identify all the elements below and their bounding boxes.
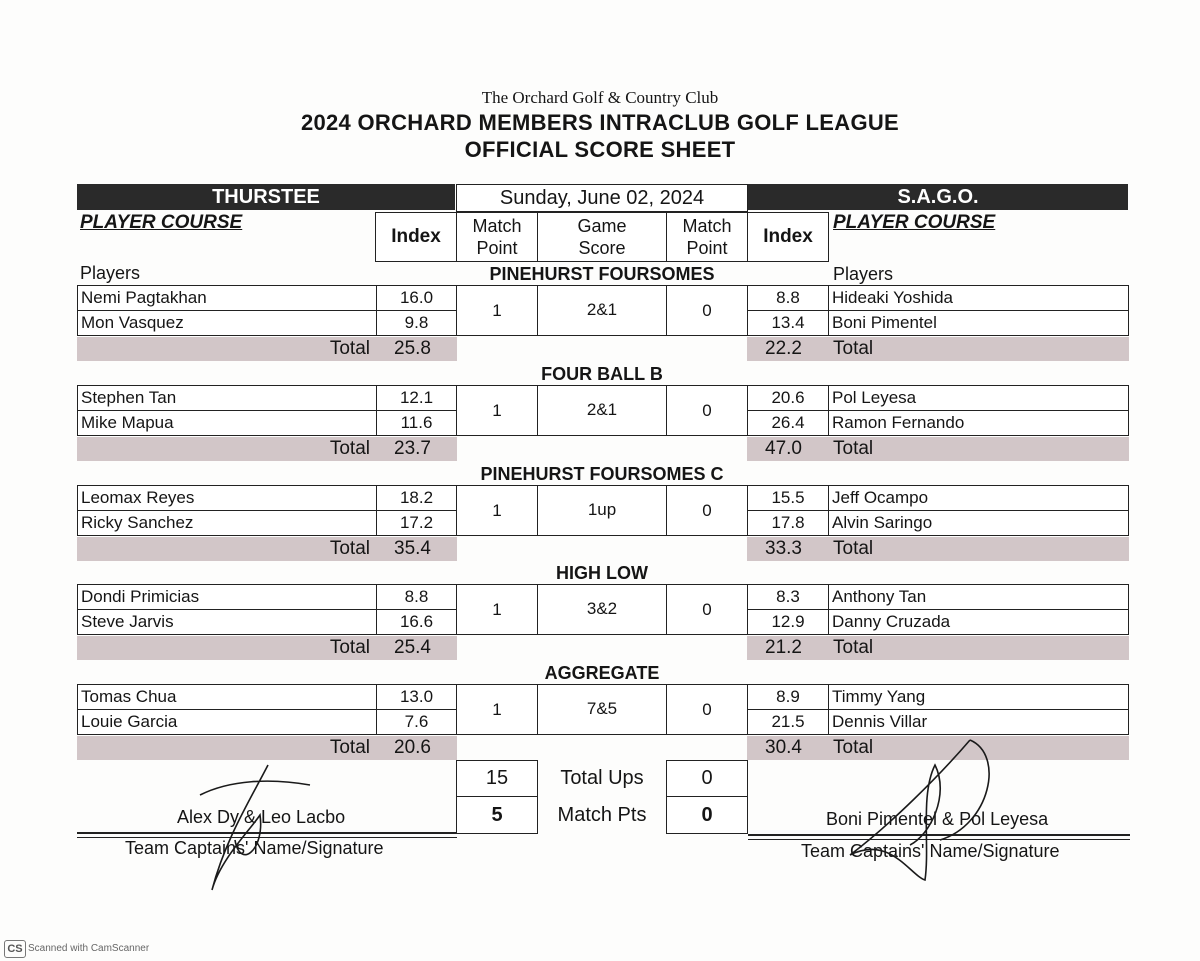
left-total-label: Total (77, 337, 376, 361)
right-player-1: Hideaki Yoshida (828, 285, 1129, 311)
right-player-1: Jeff Ocampo (828, 485, 1129, 511)
left-total-value: 23.7 (376, 437, 457, 461)
match-point-label-2: Point (686, 238, 728, 258)
right-player-2: Alvin Saringo (828, 510, 1129, 536)
right-index-1: 15.5 (747, 485, 829, 511)
left-index-2: 11.6 (376, 410, 457, 436)
right-player-2: Dennis Villar (828, 709, 1129, 735)
right-index-1: 20.6 (747, 385, 829, 411)
right-captain-names: Boni Pimentel & Pol Leyesa (826, 809, 1049, 829)
match-title: PINEHURST FOURSOMES (489, 264, 715, 284)
left-team-name: THURSTEE (77, 184, 455, 210)
right-player-1: Timmy Yang (828, 684, 1129, 710)
right-match-point: 0 (666, 684, 748, 735)
right-index-header: Index (747, 212, 829, 262)
left-match-point-header (456, 212, 538, 262)
left-player-1: Tomas Chua (77, 684, 377, 710)
left-player-2: Mon Vasquez (77, 310, 377, 336)
left-player-1: Nemi Pagtakhan (77, 285, 377, 311)
left-signature (190, 760, 340, 900)
left-total-value: 25.8 (376, 337, 457, 361)
game-score: 3&2 (537, 584, 667, 635)
right-index-2: 26.4 (747, 410, 829, 436)
left-total-ups: 15 (456, 760, 538, 797)
right-index-2: 21.5 (747, 709, 829, 735)
camscanner-logo-icon: CS (4, 940, 26, 958)
left-index-2: 7.6 (376, 709, 457, 735)
left-player-1: Leomax Reyes (77, 485, 377, 511)
right-match-point: 0 (666, 285, 748, 336)
club-name: The Orchard Golf & Country Club (481, 88, 719, 107)
game-score-label-1: Game (577, 216, 627, 236)
left-match-point: 1 (456, 485, 538, 536)
left-index-1: 16.0 (376, 285, 457, 311)
left-player-1: Dondi Primicias (77, 584, 377, 610)
right-index-1: 8.8 (747, 285, 829, 311)
right-player-1: Pol Leyesa (828, 385, 1129, 411)
left-player-2: Louie Garcia (77, 709, 377, 735)
left-index-2: 16.6 (376, 609, 457, 635)
game-score: 7&5 (537, 684, 667, 735)
match-pts-label: Match Pts (557, 803, 647, 826)
right-team-name: S.A.G.O. (748, 184, 1128, 210)
right-total-ups: 0 (666, 760, 748, 797)
right-index-2: 12.9 (747, 609, 829, 635)
right-total-label: Total (829, 437, 1129, 461)
left-captain-names: Alex Dy & Leo Lacbo (177, 807, 346, 827)
left-total-label: Total (77, 537, 376, 561)
right-total-label: Total (829, 736, 1129, 760)
left-index-1: 13.0 (376, 684, 457, 710)
match-title: PINEHURST FOURSOMES C (480, 464, 724, 484)
right-captain-caption: Team Captains' Name/Signature (801, 841, 1060, 861)
right-total-value: 21.2 (747, 636, 829, 660)
right-player-1: Anthony Tan (828, 584, 1129, 610)
match-date: Sunday, June 02, 2024 (456, 184, 748, 212)
left-match-point: 1 (456, 684, 538, 735)
right-total-value: 30.4 (747, 736, 829, 760)
game-score: 2&1 (537, 385, 667, 436)
right-total-value: 22.2 (747, 337, 829, 361)
left-player-2: Ricky Sanchez (77, 510, 377, 536)
right-total-value: 47.0 (747, 437, 829, 461)
right-index-1: 8.9 (747, 684, 829, 710)
left-match-point: 1 (456, 584, 538, 635)
left-index-1: 12.1 (376, 385, 457, 411)
left-match-point: 1 (456, 385, 538, 436)
left-player-1: Stephen Tan (77, 385, 377, 411)
right-match-point: 0 (666, 385, 748, 436)
right-course-label: PLAYER COURSE (833, 212, 996, 233)
left-players-label: Players (80, 263, 141, 283)
right-total-label: Total (829, 337, 1129, 361)
game-score: 2&1 (537, 285, 667, 336)
left-total-value: 35.4 (376, 537, 457, 561)
match-point-label-1: Match (682, 216, 732, 236)
right-player-2: Danny Cruzada (828, 609, 1129, 635)
left-total-label: Total (77, 636, 376, 660)
game-score-label-2: Score (578, 238, 626, 258)
right-match-point: 0 (666, 584, 748, 635)
right-total-value: 33.3 (747, 537, 829, 561)
match-title: HIGH LOW (556, 563, 648, 583)
left-index-1: 8.8 (376, 584, 457, 610)
match-title: AGGREGATE (544, 663, 660, 683)
right-match-point: 0 (666, 485, 748, 536)
match-point-label-1: Match (472, 216, 522, 236)
left-captain-caption: Team Captains' Name/Signature (125, 838, 384, 858)
left-match-pts: 5 (456, 796, 538, 834)
right-player-2: Ramon Fernando (828, 410, 1129, 436)
left-player-2: Mike Mapua (77, 410, 377, 436)
right-players-label: Players (833, 264, 894, 284)
total-ups-label: Total Ups (560, 767, 644, 789)
right-signature (830, 735, 1010, 885)
left-index-1: 18.2 (376, 485, 457, 511)
left-total-value: 20.6 (376, 736, 457, 760)
match-title: FOUR BALL B (541, 364, 663, 384)
left-player-2: Steve Jarvis (77, 609, 377, 635)
left-total-value: 25.4 (376, 636, 457, 660)
left-index-2: 17.2 (376, 510, 457, 536)
left-total-label: Total (77, 437, 376, 461)
right-match-pts: 0 (666, 796, 748, 834)
right-match-point-header (666, 212, 748, 262)
right-total-label: Total (829, 636, 1129, 660)
scanner-watermark: Scanned with CamScanner (28, 943, 150, 954)
sheet-title: OFFICIAL SCORE SHEET (464, 137, 736, 162)
left-total-label: Total (77, 736, 376, 760)
right-index-2: 17.8 (747, 510, 829, 536)
right-player-2: Boni Pimentel (828, 310, 1129, 336)
match-point-label-2: Point (476, 238, 518, 258)
left-index-header: Index (375, 212, 457, 262)
game-score: 1up (537, 485, 667, 536)
left-index-2: 9.8 (376, 310, 457, 336)
right-index-1: 8.3 (747, 584, 829, 610)
left-match-point: 1 (456, 285, 538, 336)
right-index-2: 13.4 (747, 310, 829, 336)
right-total-label: Total (829, 537, 1129, 561)
league-title: 2024 ORCHARD MEMBERS INTRACLUB GOLF LEAGUE (300, 110, 900, 135)
left-course-label: PLAYER COURSE (80, 212, 243, 233)
game-score-header (537, 212, 667, 262)
